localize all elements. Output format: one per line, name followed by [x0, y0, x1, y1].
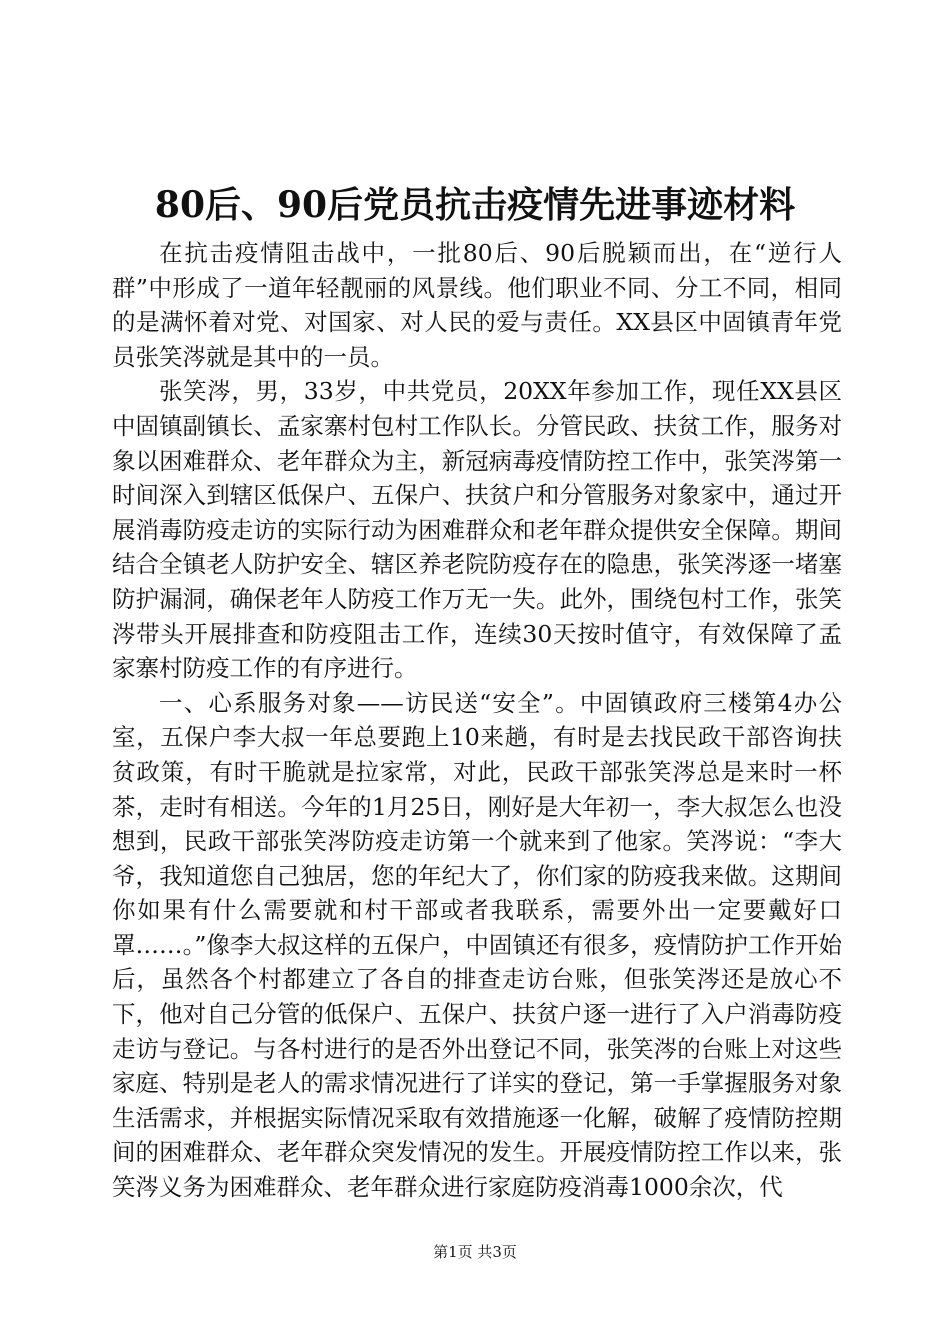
paragraph-profile: 张笑涔，男，33岁，中共党员，20XX年参加工作，现任XX县区中固镇副镇长、孟家寨村包村工作队长。分管民政、扶贫工作，服务对象以困难群众、老年群众为主，新冠病毒疫情防控工作中，张笑涔第一时间深入到辖区低保户、五保户、扶贫户和分管服务对象家中，通过开展消毒防疫走访的实际行动为困难群众和老年群众提供安全保障。期间结合全镇老人防护安全、辖区养老院防疫存在的隐患，张笑涔逐一堵塞防护漏洞，确保老年人防疫工作万无一失。此外，围绕包村工作，张笑涔带头开展排查和防疫阻击工作，连续30天按时值守，有效保障了孟家寨村防疫工作的有序进行。 — [112, 377, 842, 683]
paragraph-section-one: 一、心系服务对象——访民送“安全”。中固镇政府三楼第4办公室，五保户李大叔一年总要跑上10来趟，有时是去找民政干部咨询扶贫政策，有时干脆就是拉家常，对此，民政干部张笑涔总是来时一杯茶，走时有相送。今年的1月25日，刚好是大年初一，李大叔怎么也没想到，民政干部张笑涔防疫走访第一个就来到了他家。笑涔说：“李大爷，我知道您自己独居，您的年纪大了，你们家的防疫我来做。这期间你如果有什么需要就和村干部或者我联系，需要外出一定要戴好口罩……。”像李大叔这样的五保户，中固镇还有很多，疫情防护工作开始后，虽然各个村都建立了各自的排查走访台账，但张笑涔还是放心不下，他对自己分管的低保户、五保户、扶贫户逐一进行了入户消毒防疫走访与登记。与各村进行的是否外出登记不同，张笑涔的台账上对这些家庭、特别是老人的需求情况进行了详实的登记，第一手掌握服务对象生活需求，并根据实际情况采取有效措施逐一化解，破解了疫情防控期间的困难群众、老年群众突发情况的发生。开展疫情防控工作以来，张笑涔义务为困难群众、老年群众进行家庭防疫消毒1000余次，代 — [112, 688, 842, 1202]
page-number-footer: 第1页 共3页 — [433, 1243, 517, 1261]
document-body — [112, 236, 842, 1205]
document-title: 80后、90后党员抗击疫情先进事迹材料 — [154, 184, 796, 226]
paragraph-intro: 在抗击疫情阻击战中，一批80后、90后脱颖而出，在“逆行人群”中形成了一道年轻靓丽的风景线。他们职业不同、分工不同，相同的是满怀着对党、对国家、对人民的爱与责任。XX县区中固镇青年党员张笑涔就是其中的一员。 — [112, 239, 842, 371]
